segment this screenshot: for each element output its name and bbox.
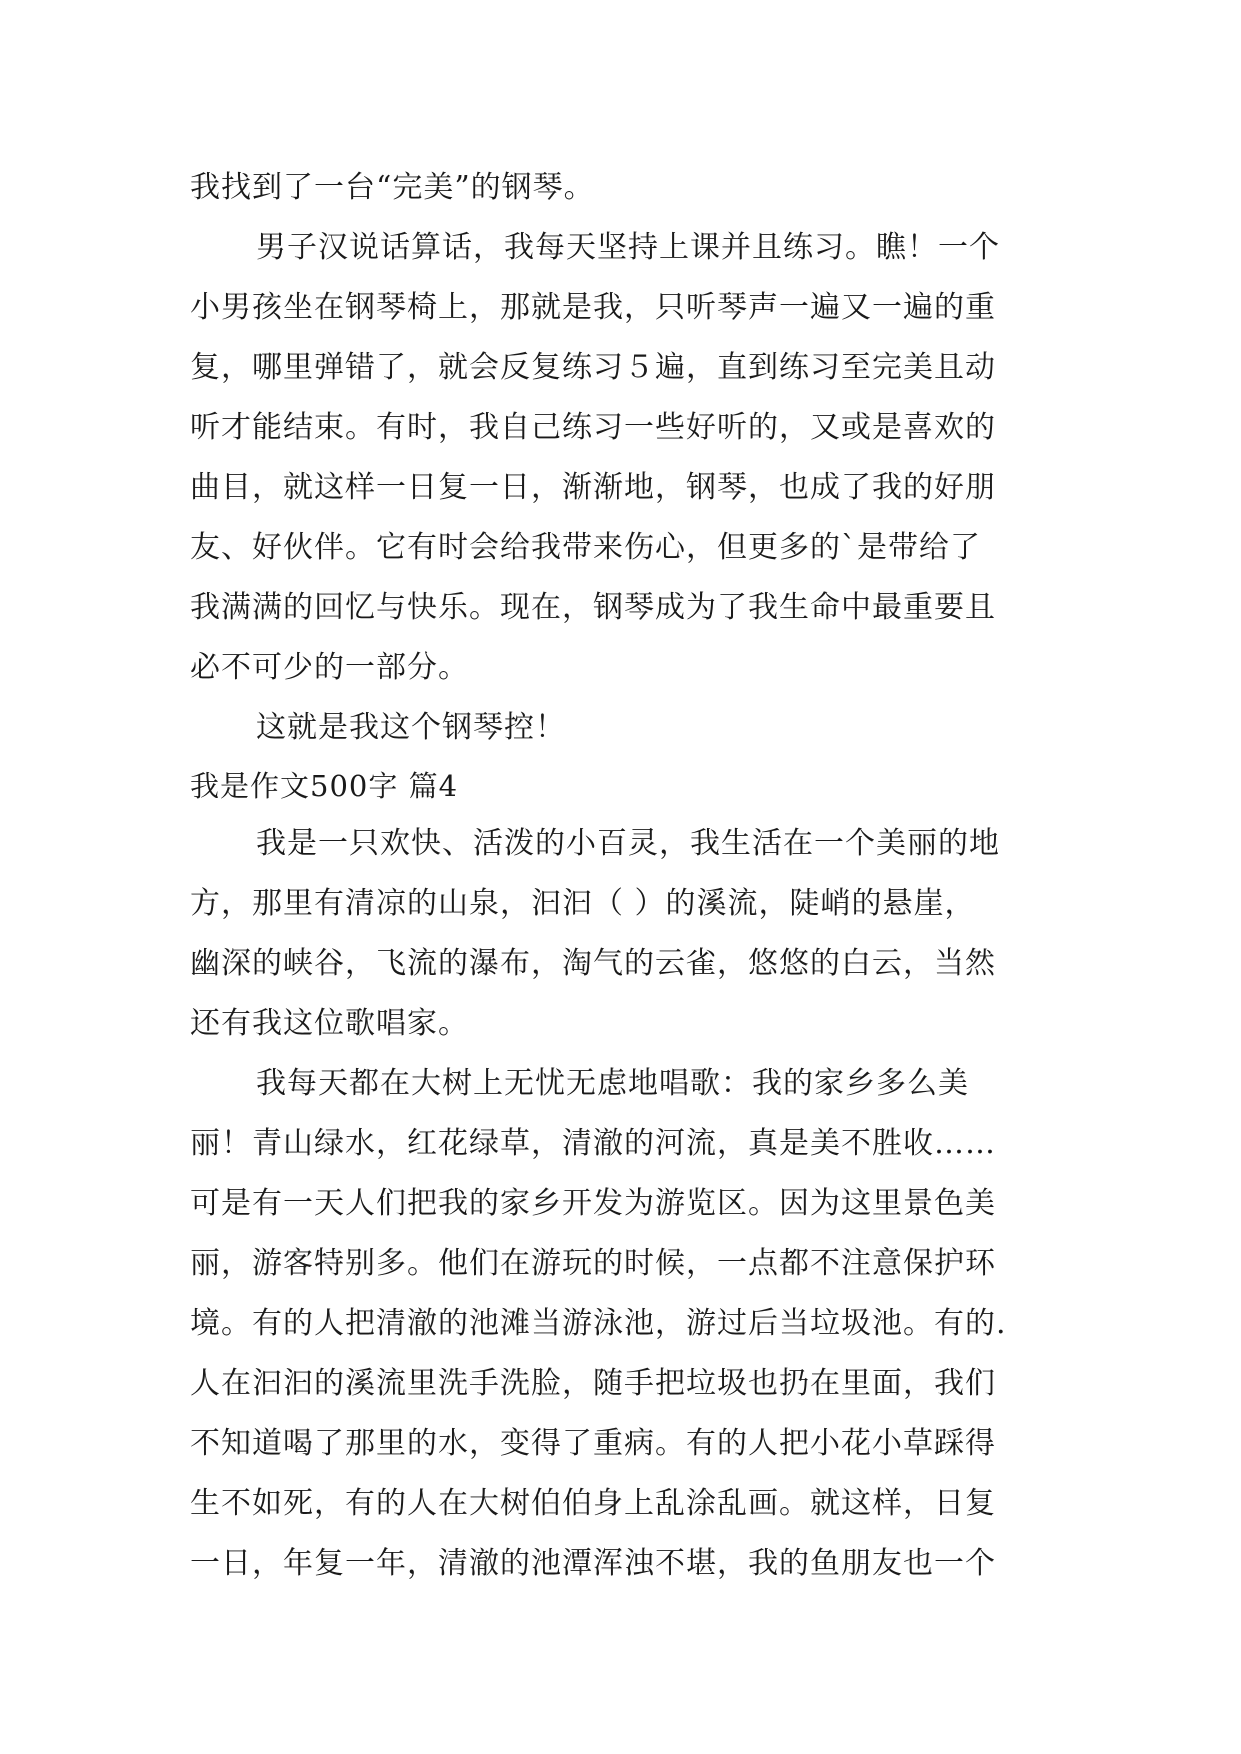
- text-line: 生不如死，有的人在大树伯伯身上乱涂乱画。就这样，日复: [190, 1486, 996, 1521]
- text-line: 一日，年复一年，清澈的池潭浑浊不堪，我的鱼朋友也一个: [190, 1546, 996, 1581]
- text-line: 还有我这位歌唱家。: [190, 1006, 469, 1041]
- text-line: 人在汩汩的溪流里洗手洗脸，随手把垃圾也扔在里面，我们: [190, 1366, 996, 1401]
- paragraph-start-line: 男子汉说话算话，我每天坚持上课并且练习。瞧！一个: [256, 230, 1000, 265]
- text-line: 境。有的人把清澈的池滩当游泳池，游过后当垃圾池。有的.: [190, 1306, 1007, 1341]
- text-line: 丽！青山绿水，红花绿草，清澈的河流，真是美不胜收……: [190, 1126, 996, 1161]
- section-heading: 我是作文500字 篇4: [190, 769, 459, 803]
- text-line: 幽深的峡谷，飞流的瀑布，淘气的云雀，悠悠的白云，当然: [190, 946, 996, 981]
- text-line: 必不可少的一部分。: [190, 650, 469, 685]
- text-line: 我满满的回忆与快乐。现在，钢琴成为了我生命中最重要且: [190, 590, 996, 625]
- text-line: 小男孩坐在钢琴椅上，那就是我，只听琴声一遍又一遍的重: [190, 290, 996, 325]
- paragraph-start-line: 我每天都在大树上无忧无虑地唱歌：我的家乡多么美: [256, 1066, 969, 1101]
- text-line: 方，那里有清凉的山泉，汩汩（ ）的溪流，陡峭的悬崖，: [190, 886, 976, 921]
- text-line: 听才能结束。有时，我自己练习一些好听的，又或是喜欢的: [190, 410, 996, 445]
- text-line: 曲目，就这样一日复一日，渐渐地，钢琴，也成了我的好朋: [190, 470, 996, 505]
- paragraph-start-line: 这就是我这个钢琴控！: [256, 710, 566, 745]
- text-line: 可是有一天人们把我的家乡开发为游览区。因为这里景色美: [190, 1186, 996, 1221]
- text-line: 我找到了一台“完美”的钢琴。: [190, 170, 595, 205]
- paragraph-start-line: 我是一只欢快、活泼的小百灵，我生活在一个美丽的地: [256, 826, 1000, 861]
- text-line: 复，哪里弹错了，就会反复练习５遍，直到练习至完美且动: [190, 350, 996, 385]
- text-line: 丽，游客特别多。他们在游玩的时候，一点都不注意保护环: [190, 1246, 996, 1281]
- document-page: [190, 158, 1050, 1594]
- text-line: 友、好伙伴。它有时会给我带来伤心，但更多的`是带给了: [190, 530, 981, 565]
- text-line: 不知道喝了那里的水，变得了重病。有的人把小花小草踩得: [190, 1426, 996, 1461]
